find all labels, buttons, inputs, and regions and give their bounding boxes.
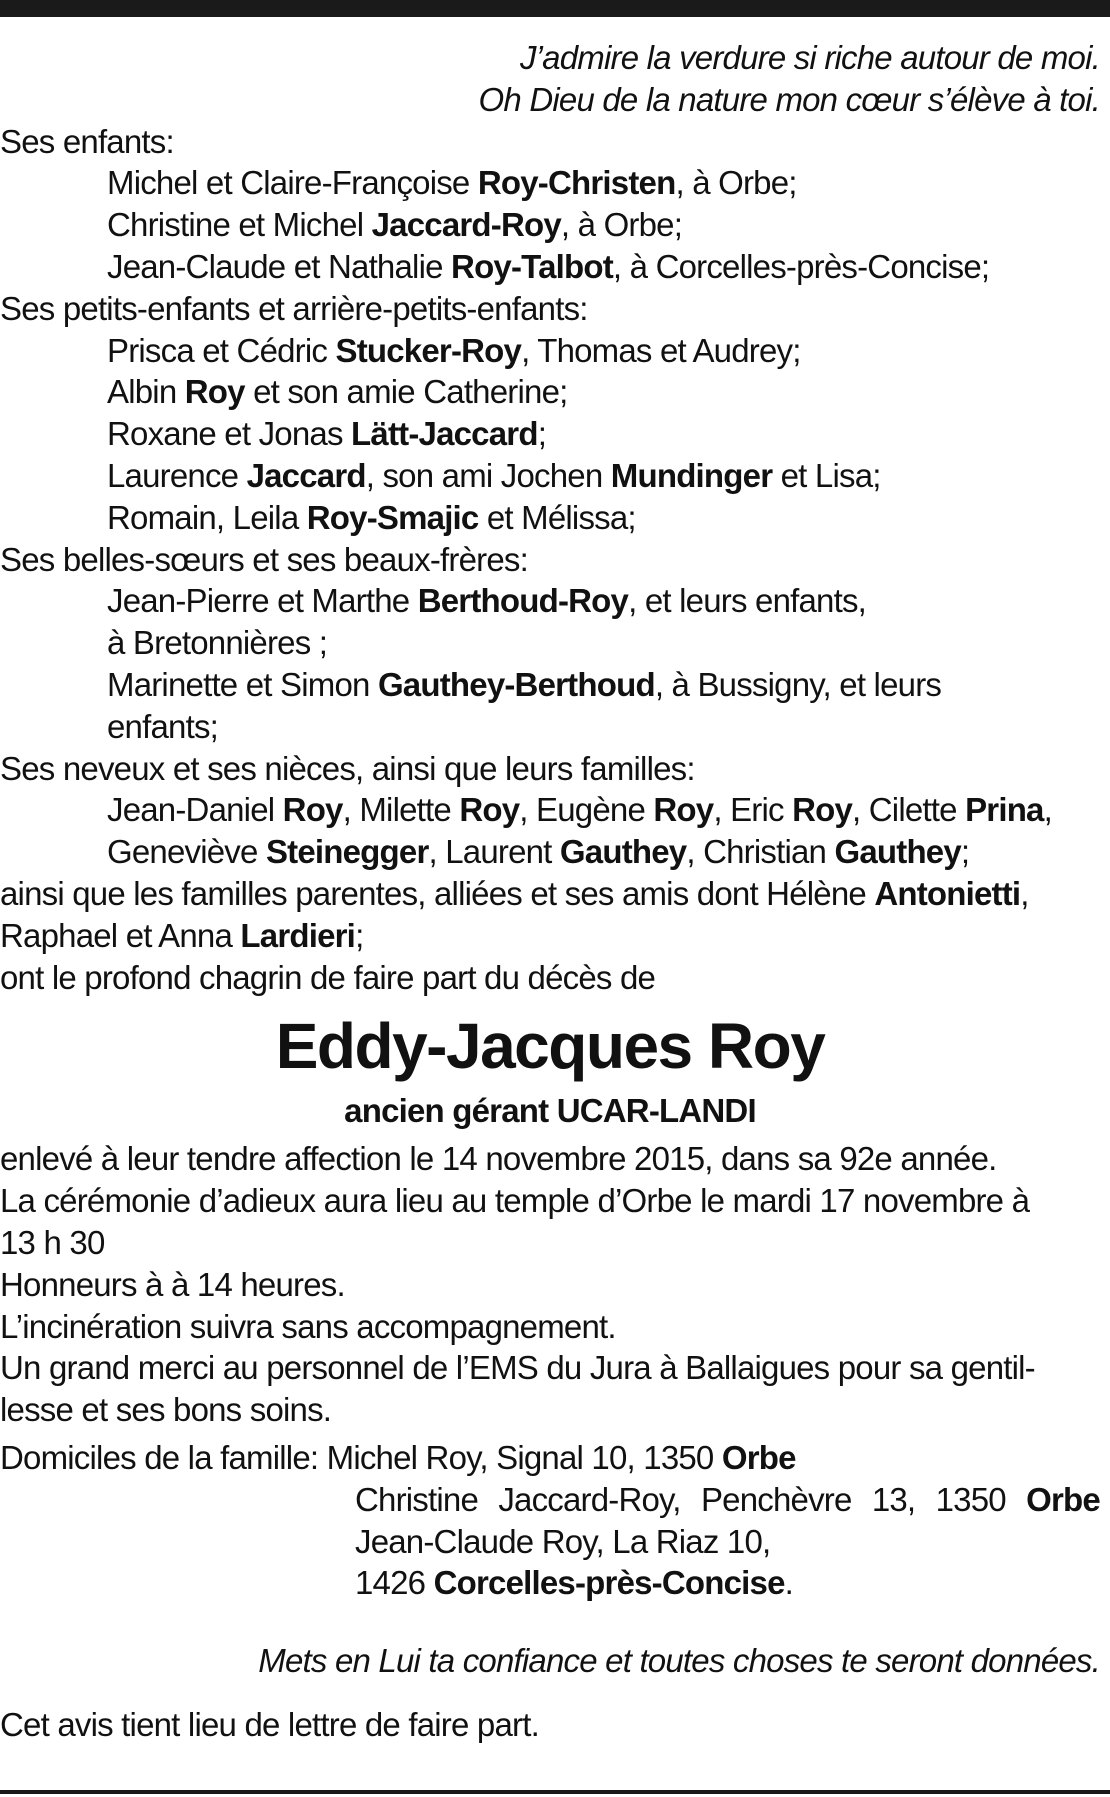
- details-line: La cérémonie d’adieux aura lieu au temple d’Orbe le mardi 17 novembre à: [0, 1182, 1030, 1220]
- inlaw-row: enfants;: [107, 707, 219, 745]
- details-line: enlevé à leur tendre affection le 14 novembre 2015, dans sa 92e année.: [0, 1140, 997, 1178]
- nephews-row: Geneviève Steinegger, Laurent Gauthey, Christian Gauthey;: [107, 833, 970, 871]
- child-row: Christine et Michel Jaccard-Roy, à Orbe;: [107, 206, 683, 244]
- bottom-rule: [0, 1790, 1110, 1794]
- child-row: Jean-Claude et Nathalie Roy-Talbot, à Corcelles-près-Concise;: [107, 247, 990, 285]
- deceased-title: ancien gérant UCAR-LANDI: [344, 1092, 756, 1130]
- grandchild-row: Romain, Leila Roy-Smajic et Mélissa;: [107, 498, 636, 536]
- domicile-line: Christine Jaccard-Roy, Penchèvre 13, 1350 Orbe: [355, 1480, 1100, 1518]
- obituary-notice: [0, 37, 1100, 1746]
- announcement-line: ont le profond chagrin de faire part du décès de: [0, 958, 656, 996]
- grandchildren-heading: Ses petits-enfants et arrière-petits-enfants:: [0, 289, 588, 327]
- inlaw-row: à Bretonnières ;: [107, 624, 328, 662]
- domicile-line: 1426 Corcelles-près-Concise.: [355, 1564, 794, 1602]
- inlaw-row: Jean-Pierre et Marthe Berthoud-Roy, et leurs enfants,: [107, 582, 867, 620]
- details-line: L’incinération suivra sans accompagnement.: [0, 1307, 616, 1345]
- details-line: lesse et ses bons soins.: [0, 1391, 332, 1429]
- families-line: ainsi que les familles parentes, alliées et ses amis dont Hélène Antonietti,: [0, 874, 1029, 912]
- families-line: Raphael et Anna Lardieri;: [0, 916, 364, 954]
- poem-line-1: J’admire la verdure si riche autour de moi.: [519, 39, 1100, 76]
- inlaw-row: Marinette et Simon Gauthey-Berthoud, à Bussigny, et leurs: [107, 665, 942, 703]
- details-line: Honneurs à à 14 heures.: [0, 1265, 345, 1303]
- details-line: 13 h 30: [0, 1223, 105, 1261]
- poem-line-2: Oh Dieu de la nature mon cœur s’élève à toi.: [478, 80, 1100, 118]
- nephews-heading: Ses neveux et ses nièces, ainsi que leurs familles:: [0, 749, 695, 787]
- grandchild-row: Laurence Jaccard, son ami Jochen Mundinger et Lisa;: [107, 456, 881, 494]
- nephews-row: Jean-Daniel Roy, Milette Roy, Eugène Roy, Eric Roy, Cilette Prina,: [107, 791, 1052, 829]
- domicile-line: Jean-Claude Roy, La Riaz 10,: [355, 1522, 771, 1560]
- inlaws-heading: Ses belles-sœurs et ses beaux-frères:: [0, 540, 528, 578]
- closing-note: Cet avis tient lieu de lettre de faire part.: [0, 1705, 539, 1743]
- domiciles-label: Domiciles de la famille:: [0, 1438, 327, 1476]
- grandchild-row: Roxane et Jonas Lätt-Jaccard;: [107, 415, 547, 453]
- grandchild-row: Prisca et Cédric Stucker-Roy, Thomas et Audrey;: [107, 331, 801, 369]
- domicile-line: Domiciles de la famille: Michel Roy, Signal 10, 1350 Orbe: [0, 1438, 796, 1476]
- closing-verse: Mets en Lui ta confiance et toutes choses te seront données.: [258, 1642, 1100, 1680]
- children-heading: Ses enfants:: [0, 122, 174, 160]
- child-row: Michel et Claire-Françoise Roy-Christen, à Orbe;: [107, 164, 797, 202]
- details-line: Un grand merci au personnel de l’EMS du Jura à Ballaigues pour sa gentil-: [0, 1349, 1035, 1387]
- deceased-name: Eddy-Jacques Roy: [275, 1010, 825, 1083]
- top-rule: [0, 0, 1110, 17]
- grandchild-row: Albin Roy et son amie Catherine;: [107, 373, 568, 411]
